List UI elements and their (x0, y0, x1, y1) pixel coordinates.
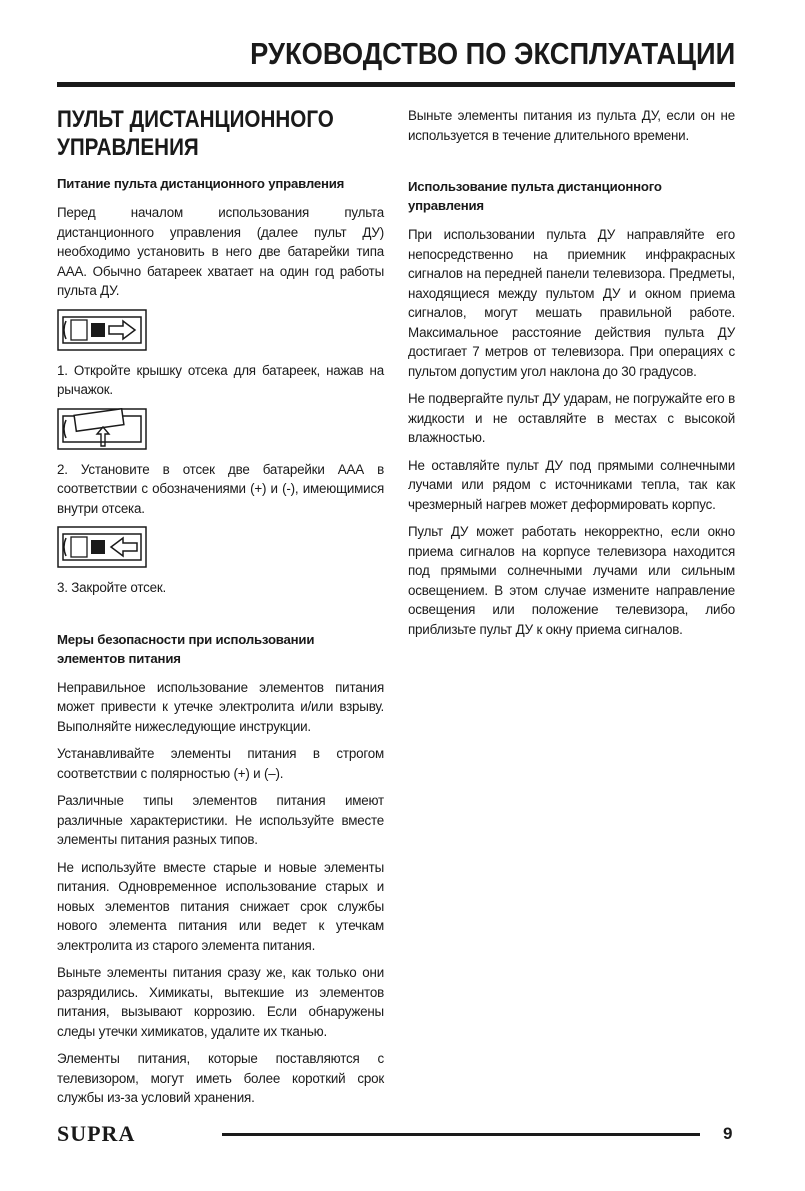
battery-open-illustration (57, 309, 147, 351)
safety-heading: Меры безопасности при использовании элементов питания (57, 631, 315, 666)
power-intro: Перед началом использования пульта дистанционного управления (далее пульт ДУ) необходимо установить в него две батарейки типа ААА. Обычно батареек хватает на один год работы пульта ДУ. (57, 205, 384, 298)
step-3: 3. Закройте отсек. (57, 580, 167, 595)
step-2: 2. Установите в отсек две батарейки ААА в соответствии с обозначениями (+) и (-), имеющимися внутри отсека. (57, 461, 384, 516)
usage-heading: Использование пульта дистанционного управления (408, 179, 662, 213)
safety-paragraph-6: Элементы питания, которые поставляются с телевизором, могут иметь более короткий срок службы из-за условий хранения. (57, 1051, 384, 1105)
section-title-line2: УПРАВЛЕНИЯ (57, 134, 199, 161)
usage-paragraph-2: Не подвергайте пульт ДУ ударам, не погружайте его в жидкости и не оставляйте в местах с высокой влажностью. (408, 391, 735, 445)
header-rule (57, 82, 735, 87)
page-header-title: РУКОВОДСТВО ПО ЭКСПЛУАТАЦИИ (249, 36, 735, 71)
remove-batteries-paragraph: Выньте элементы питания из пульта ДУ, если он не используется в течение длительного времени. (408, 108, 735, 143)
section-title (57, 106, 383, 162)
right-column (408, 106, 735, 647)
page-number: 9 (723, 1124, 733, 1143)
safety-paragraph-1: Неправильное использование элементов питания может привести к утечке электролита и/или взрыву. Выполняйте нижеследующие инструкции. (57, 679, 384, 734)
usage-paragraph-4: Пульт ДУ может работать некорректно, если окно приема сигналов на корпусе телевизора находится под прямыми солнечными лучами или сильным освещением. В этом случае измените направление освещения или положение телевизора, либо приблизьте пульт ДУ к окну приема сигналов. (408, 524, 735, 637)
usage-paragraph-3: Не оставляйте пульт ДУ под прямыми солнечными лучами или рядом с источниками тепла, так как чрезмерный нагрев может деформировать корпус. (408, 457, 735, 512)
safety-paragraph-3: Различные типы элементов питания имеют различные характеристики. Не используйте вместе элементы питания разных типов. (57, 793, 384, 847)
safety-paragraph-2: Устанавливайте элементы питания в строгом соответствии с полярностью (+) и (–). (57, 746, 384, 781)
safety-paragraph-4: Не используйте вместе старые и новые элементы питания. Одновременное использование старых и новых элементов питания снижает срок службы нового элемента питания или ведет к утечкам электролита из старого элемента питания. (57, 859, 384, 953)
left-column (57, 106, 384, 1116)
usage-paragraph-1: При использовании пульта ДУ направляйте его непосредственно на приемник инфракрасных сигналов на передней панели телевизора. Предметы, находящиеся между пультом ДУ и окном приема сигналов, могут мешать правильной работе. Максимальное расстояние действия пульта ДУ достигает 7 метров от телевизора. При операциях с пультом допустим угол наклона до 30 градусов. (408, 227, 735, 379)
section-title-line1: ПУЛЬТ ДИСТАНЦИОННОГО (57, 106, 334, 133)
brand-logo: SUPRA (57, 1121, 136, 1146)
footer-rule (222, 1133, 700, 1136)
power-heading: Питание пульта дистанционного управления (57, 176, 345, 191)
battery-close-illustration (57, 526, 147, 568)
step-1: 1. Откройте крышку отсека для батареек, нажав на рычажок. (57, 362, 384, 397)
safety-paragraph-5: Выньте элементы питания сразу же, как только они разрядились. Химикаты, вытекшие из элементов питания, вызывают коррозию. Если обнаружены следы утечки химикатов, удалите их тканью. (57, 965, 384, 1039)
battery-insert-illustration (57, 408, 147, 450)
